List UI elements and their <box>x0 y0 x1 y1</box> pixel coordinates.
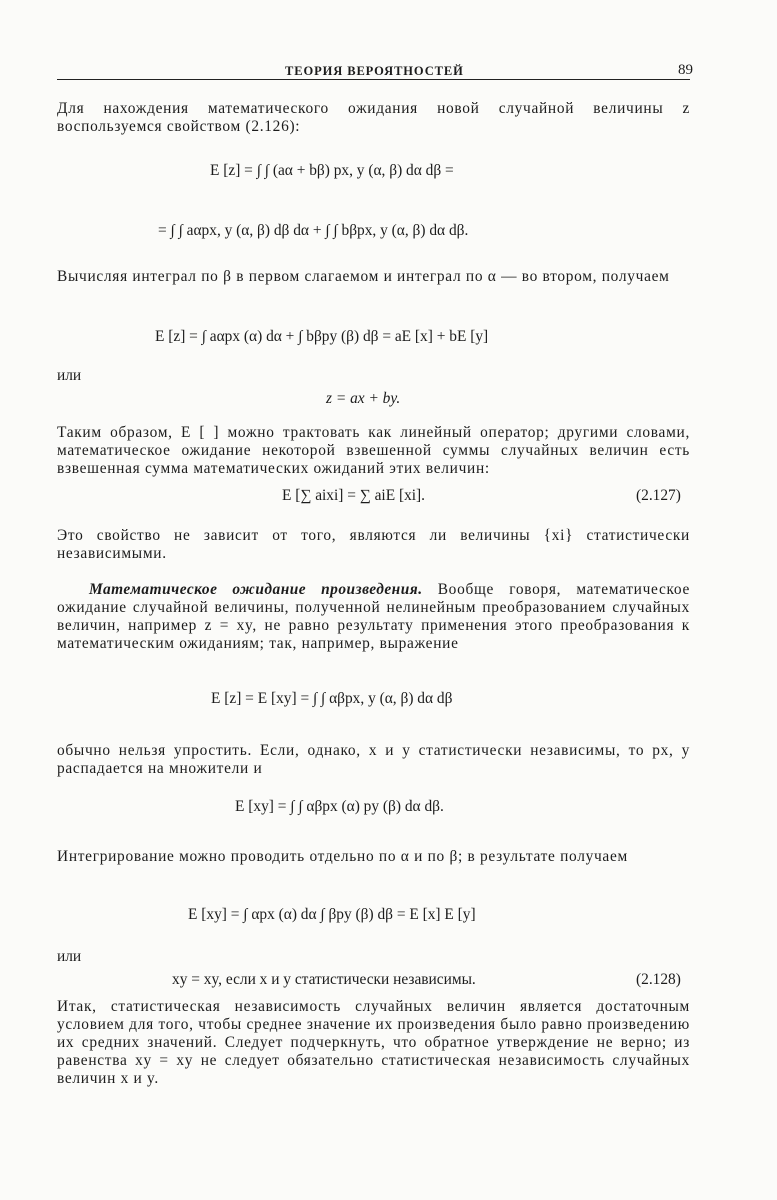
paragraph-6: обычно нельзя упростить. Если, однако, x и y статистически независимы, то px, y распадается на множители и <box>57 742 690 777</box>
paragraph-2: Вычисляя интеграл по β в первом слагаемом и интеграл по α — во втором, получаем <box>57 268 670 285</box>
equation-8: E [xy] = ∫ αpx (α) dα ∫ βpy (β) dβ = E [x] E [y] <box>188 906 476 923</box>
equation-7: E [xy] = ∫ ∫ αβpx (α) py (β) dα dβ. <box>235 798 444 815</box>
header-title: ТЕОРИЯ ВЕРОЯТНОСТЕЙ <box>285 64 464 78</box>
page-number: 89 <box>678 62 693 78</box>
running-header <box>57 62 693 78</box>
section-heading: Математическое ожидание произведения. <box>89 581 423 598</box>
equation-5-number: (2.127) <box>636 487 681 504</box>
paragraph-4: Это свойство не зависит от того, являются ли величины {xi} статистически независимыми. <box>57 527 690 562</box>
or-text-2: или <box>57 948 82 965</box>
or-text-1: или <box>57 367 82 384</box>
equation-1: E [z] = ∫ ∫ (aα + bβ) px, y (α, β) dα dβ = <box>210 162 454 179</box>
equation-4: z = ax + by. <box>326 390 401 407</box>
equation-2: = ∫ ∫ aαpx, y (α, β) dβ dα + ∫ ∫ bβpx, y (α, β) dα dβ. <box>158 222 469 239</box>
equation-3: E [z] = ∫ aαpx (α) dα + ∫ bβpy (β) dβ = aE [x] + bE [y] <box>155 328 489 345</box>
equation-9-number: (2.128) <box>636 971 681 988</box>
paragraph-3: Таким образом, E [ ] можно трактовать как линейный оператор; другими словами, математическое ожидание некоторой взвешенной суммы случайных величин есть взвешенная сумма математических ожиданий этих величин: <box>57 424 690 477</box>
paragraph-7: Интегрирование можно проводить отдельно по α и по β; в результате получаем <box>57 848 628 865</box>
paragraph-1: Для нахождения математического ожидания новой случайной величины z воспользуемся свойством (2.126): <box>57 100 690 135</box>
paragraph-5-text: Вообще говоря, математическое ожидание случайной величины, полученной нелинейным преобразованием случайных величин, например z = xy, не равно результату применения этого преобразования к математическим ожиданиям; так, например, выражение <box>57 581 690 652</box>
equation-9: xy = xy, если x и y статистически независимы. <box>172 971 476 988</box>
equation-5: E [∑ aixi] = ∑ aiE [xi]. <box>282 487 426 504</box>
paragraph-8: Итак, статистическая независимость случайных величин является достаточным условием для того, чтобы среднее значение их произведения было равно произведению их средних значений. Следует подчеркнуть, что обратное утверждение не верно; из равенства xy = xy не следует обязательно статистическая независимость случайных величин x и y. <box>57 998 690 1087</box>
equation-6: E [z] = E [xy] = ∫ ∫ αβpx, y (α, β) dα dβ <box>211 690 453 707</box>
paragraph-5 <box>57 581 690 653</box>
header-rule <box>57 79 690 80</box>
